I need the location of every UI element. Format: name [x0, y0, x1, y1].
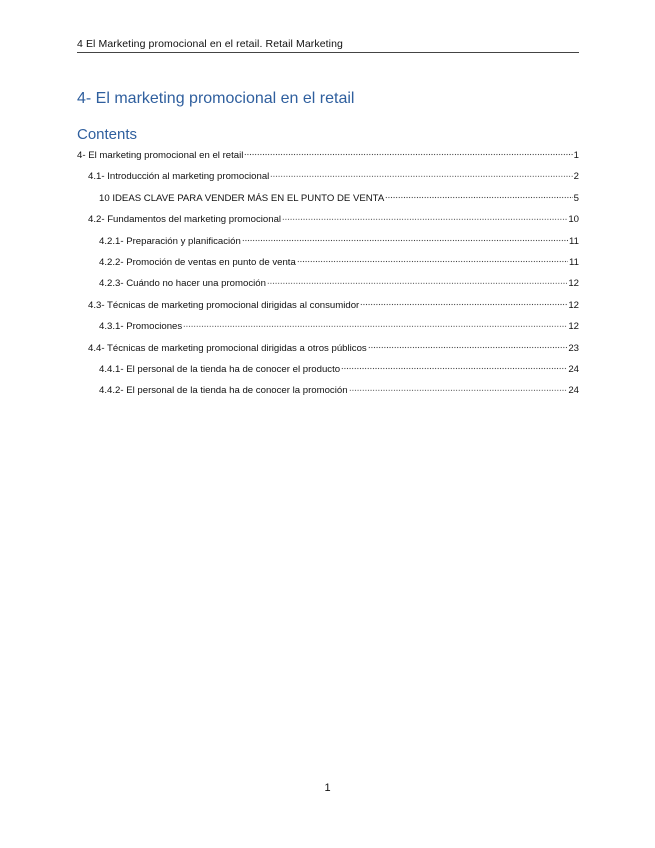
toc-entry-label[interactable]: 4.4- Técnicas de marketing promocional dirigidas a otros públicos [88, 342, 367, 354]
toc-leader-dots [183, 317, 567, 327]
toc-entry-page[interactable]: 11 [569, 235, 579, 247]
table-of-contents [77, 148, 579, 405]
toc-leader-dots [349, 381, 568, 391]
toc-entry-label[interactable]: 4.1- Introducción al marketing promocional [88, 171, 270, 183]
toc-entry[interactable] [77, 362, 579, 383]
toc-entry-label[interactable]: 4.3- Técnicas de marketing promocional dirigidas al consumidor [88, 299, 360, 311]
toc-entry-page[interactable]: 10 [568, 214, 579, 226]
running-header: 4 El Marketing promocional en el retail. Retail Marketing [77, 38, 579, 53]
toc-entry-page[interactable]: 24 [568, 363, 579, 375]
toc-entry-page[interactable]: 12 [568, 321, 579, 333]
toc-entry-page[interactable]: 12 [568, 299, 579, 311]
toc-leader-dots [385, 189, 572, 199]
toc-entry[interactable] [77, 169, 579, 190]
toc-leader-dots [270, 167, 572, 177]
toc-leader-dots [360, 296, 567, 306]
toc-entry-page[interactable]: 2 [573, 171, 579, 183]
toc-entry-page[interactable]: 11 [569, 256, 579, 268]
toc-entry-label[interactable]: 4.2.2- Promoción de ventas en punto de venta [99, 256, 296, 268]
toc-entry-page[interactable]: 23 [568, 342, 579, 354]
toc-entry-page[interactable]: 24 [568, 385, 579, 397]
toc-leader-dots [267, 274, 567, 284]
toc-entry-label[interactable]: 4.3.1- Promociones [99, 321, 183, 333]
toc-entry[interactable] [77, 276, 579, 297]
toc-entry[interactable] [77, 191, 579, 212]
toc-entry[interactable] [77, 383, 579, 404]
toc-entry-label[interactable]: 10 IDEAS CLAVE PARA VENDER MÁS EN EL PUNTO DE VENTA [99, 192, 385, 204]
toc-entry[interactable] [77, 255, 579, 276]
toc-entry[interactable] [77, 148, 579, 169]
toc-leader-dots [242, 232, 568, 242]
toc-entry[interactable] [77, 298, 579, 319]
document-title: 4- El marketing promocional en el retail [77, 90, 355, 107]
toc-entry-label[interactable]: 4.2- Fundamentos del marketing promocional [88, 214, 282, 226]
toc-leader-dots [244, 146, 572, 156]
page-number: 1 [324, 782, 331, 794]
toc-entry-page[interactable]: 12 [568, 278, 579, 290]
toc-entry-label[interactable]: 4- El marketing promocional en el retail [77, 150, 244, 161]
toc-leader-dots [297, 253, 568, 263]
toc-entry-page[interactable]: 5 [573, 192, 579, 204]
toc-entry[interactable] [77, 319, 579, 340]
toc-entry-label[interactable]: 4.2.3- Cuándo no hacer una promoción [99, 278, 266, 290]
toc-entry-page[interactable]: 1 [573, 150, 579, 161]
toc-leader-dots [282, 210, 567, 220]
toc-leader-dots [368, 339, 568, 349]
toc-entry[interactable] [77, 234, 579, 255]
toc-entry-label[interactable]: 4.4.1- El personal de la tienda ha de conocer el producto [99, 363, 341, 375]
toc-entry-label[interactable]: 4.4.2- El personal de la tienda ha de conocer la promoción [99, 385, 348, 397]
toc-entry-label[interactable]: 4.2.1- Preparación y planificación [99, 235, 241, 247]
toc-entry[interactable] [77, 341, 579, 362]
toc-heading: Contents [77, 126, 138, 143]
toc-leader-dots [341, 360, 567, 370]
toc-entry[interactable] [77, 212, 579, 233]
